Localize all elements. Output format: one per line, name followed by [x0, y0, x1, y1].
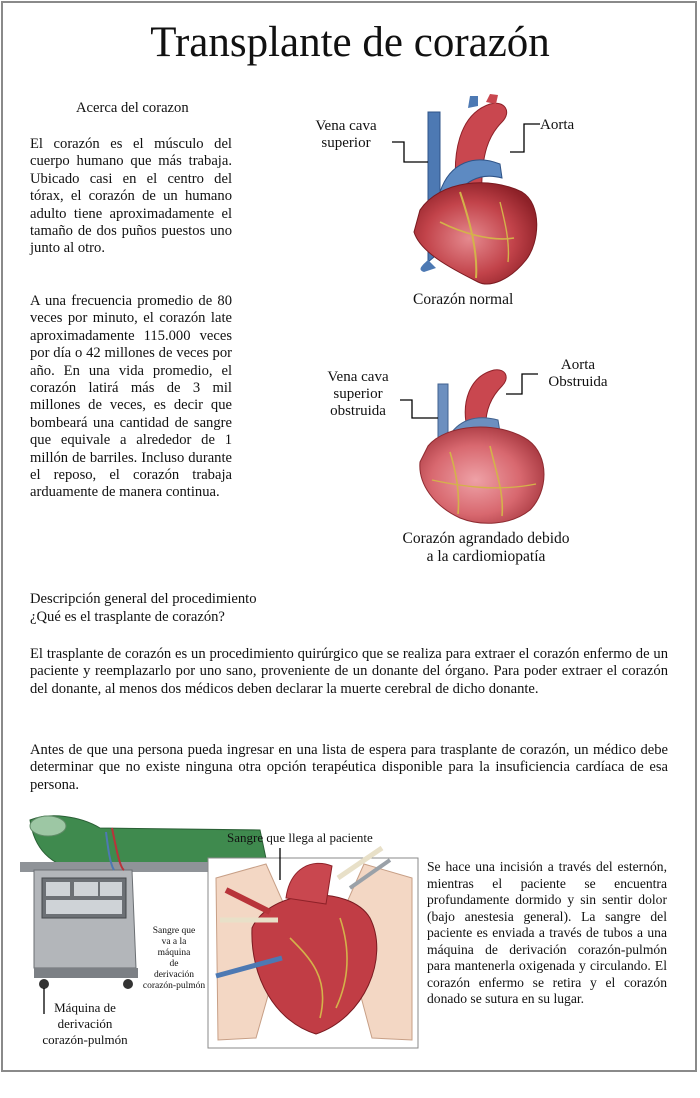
normal-aorta-label: Aorta — [540, 117, 575, 133]
procedure-question: ¿Qué es el trasplante de corazón? — [30, 609, 225, 625]
procedure-heading: Descripción general del procedimiento ¿Qué es el trasplante de corazón? — [30, 591, 257, 625]
enlarged-vena-cava-label: Vena cava superior obstruida — [327, 369, 389, 419]
blood-in-label: Sangre que llega al paciente — [227, 830, 373, 845]
about-heading: Acerca del corazon — [76, 100, 189, 116]
procedure-paragraph-1: El trasplante de corazón es un procedimiento quirúrgico que se realiza para extraer el corazón enfermo de un paciente y reemplazarlo por uno sano, proveniente de un donante del órgano. Para poder extraer el corazón del donante, al menos dos médicos deben declarar la muerte cerebral de dicho donante. — [30, 646, 668, 697]
enlarged-aorta-label: Aorta Obstruida — [548, 357, 608, 390]
surgery-description: Se hace una incisión a través del esternón, mientras el paciente se encuentra profundamente dormido y sin sentir dolor (bajo anestesia general). La sangre del paciente es enviada a través de tubos a una máquina de derivación corazón-pulmón para mantenerla oxigenada y circulando. El corazón enfermo se retira y el corazón donado se sutura en su lugar. — [427, 859, 667, 1006]
about-paragraph-1: El corazón es el músculo del cuerpo humano que más trabaja. Ubicado casi en el centro del tórax, el corazón de un humano adulto tiene aproximadamente el tamaño de dos puños puestos uno junto al otro. — [30, 136, 232, 257]
page-title: Transplante de corazón — [150, 19, 550, 66]
enlarged-heart-caption: Corazón agrandado debido a la cardiomiopatía — [402, 530, 570, 565]
procedure-paragraph-2: Antes de que una persona pueda ingresar en una lista de espera para trasplante de corazón, un médico debe determinar que no existe ninguna otra opción terapéutica disponible para la insuficiencia cardíaca de esa persona. — [30, 742, 668, 793]
machine-label: Máquina de derivación corazón-pulmón — [42, 1000, 128, 1047]
about-paragraph-2: A una frecuencia promedio de 80 veces por minuto, el corazón late aproximadamente 115.000 veces por día o 42 millones de veces por año. En una vida promedio, el corazón latirá más de 3 mil millones de veces, es decir que bombeará una cantidad de sangre que equivale a alrededor de 1 millón de barriles. Incluso durante el reposo, el corazón trabaja arduamente de manera continua. — [30, 293, 232, 501]
blood-out-label: Sangre que va a la máquina de derivación corazón-pulmón — [142, 926, 206, 991]
normal-vena-cava-label: Vena cava superior — [315, 118, 377, 151]
normal-heart-caption: Corazón normal — [413, 291, 514, 308]
